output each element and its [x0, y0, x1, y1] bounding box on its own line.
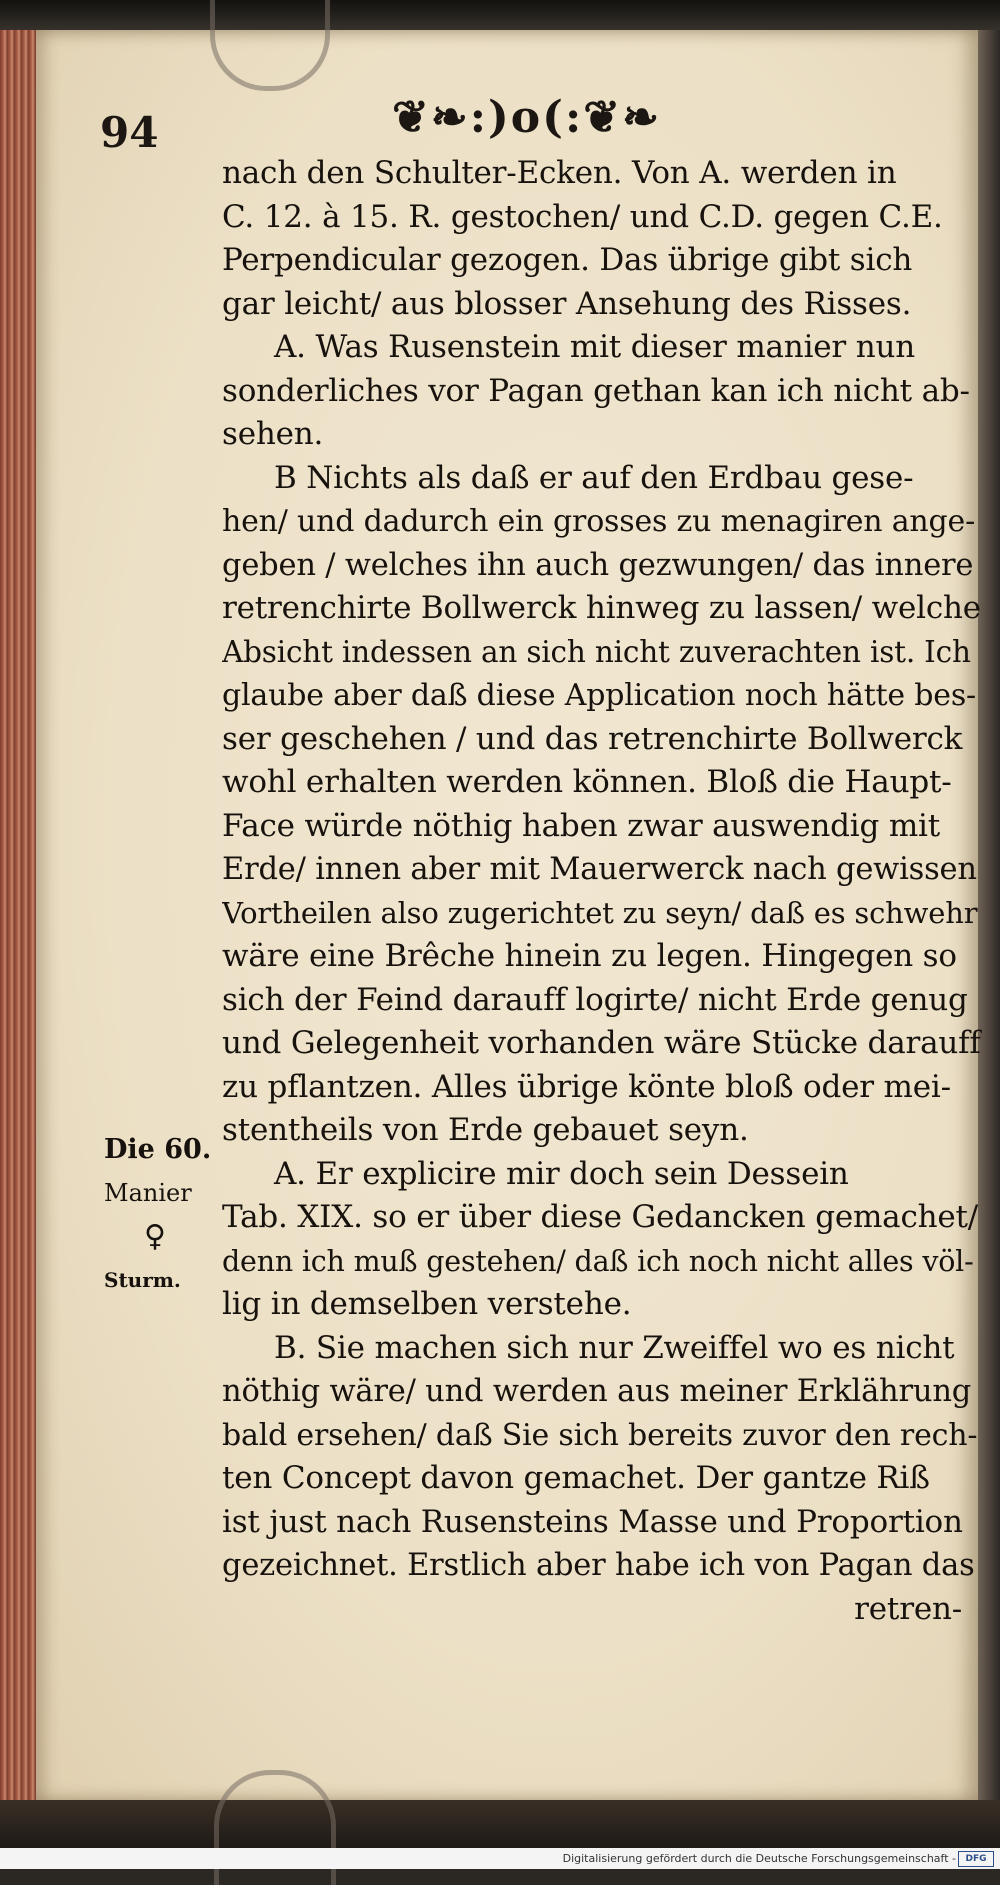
text-line: gezeichnet. Erstlich aber habe ich von Pagan das	[222, 1548, 975, 1583]
text-line: sich der Feind darauff logirte/ nicht Erde genug	[222, 981, 968, 1018]
text-line: nach den Schulter-Ecken. Von A. werden in	[222, 155, 897, 191]
text-line: Vortheilen also zugerichtet zu seyn/ daß es schwehr	[222, 895, 978, 930]
text-line: C. 12. à 15. R. gestochen/ und C.D. gegen C.E.	[222, 198, 943, 235]
margin-note: Die 60.	[104, 1134, 212, 1165]
text-line: A. Was Rusenstein mit dieser manier nun	[274, 329, 916, 365]
text-line: retrenchirte Bollwerck hinweg zu lassen/ welche	[222, 590, 981, 626]
text-line: ser geschehen / und das retrenchirte Bollwerck	[222, 720, 963, 757]
text-line: B. Sie machen sich nur Zweiffel wo es nicht	[274, 1329, 955, 1366]
text-line: ten Concept davon gemachet. Der gantze Riß	[222, 1460, 930, 1496]
margin-note: Manier	[104, 1178, 192, 1207]
text-line: gar leicht/ aus blosser Ansehung des Risses.	[222, 285, 912, 322]
text-line: lig in demselben verstehe.	[222, 1286, 632, 1322]
venus-symbol: ♀	[144, 1219, 166, 1254]
header-ornament: ❦❧:)o(:❦❧	[392, 92, 661, 143]
margin-note: Sturm.	[104, 1267, 181, 1292]
text-line: Erde/ innen aber mit Mauerwerck nach gewissen	[222, 852, 977, 887]
text-line: geben / welches ihn auch gezwungen/ das innere	[222, 547, 974, 583]
text-line: Perpendicular gezogen. Das übrige gibt sich	[222, 242, 913, 278]
text-line: wäre eine Brêche hinein zu legen. Hingegen so	[222, 938, 957, 974]
page-number: 94	[100, 108, 159, 157]
bottom-shadow	[0, 1800, 1000, 1848]
text-line: Tab. XIX. so er über diese Gedancken gemachet/	[222, 1199, 979, 1235]
text-line: zu pflantzen. Alles übrige könte bloß oder mei-	[222, 1068, 951, 1105]
text-line: und Gelegenheit vorhanden wäre Stücke darauff	[222, 1025, 981, 1061]
book-edge-left	[0, 30, 40, 1800]
text-line: glaube aber daß diese Application noch hätte bes-	[222, 678, 976, 713]
text-line: B Nichts als daß er auf den Erdbau gese-	[274, 459, 914, 496]
top-shadow	[0, 0, 1000, 34]
text-line: hen/ und dadurch ein grosses zu menagiren ange-	[222, 504, 976, 539]
catchword: retren-	[854, 1590, 962, 1627]
text-line: Absicht indessen an sich nicht zuverachten ist. Ich	[222, 634, 971, 669]
text-line: Face würde nöthig haben zwar auswendig mit	[222, 807, 940, 844]
margin-notes	[104, 1128, 224, 1302]
text-line: nöthig wäre/ und werden aus meiner Erklährung	[222, 1374, 972, 1409]
text-line: sehen.	[222, 416, 324, 452]
text-line: denn ich muß gestehen/ daß ich noch nicht alles völ-	[222, 1244, 974, 1278]
body-text	[222, 152, 982, 1631]
text-line: wohl erhalten werden können. Bloß die Haupt-	[222, 764, 952, 800]
footer-credit: Digitalisierung gefördert durch die Deutsche Forschungsgemeinschaft -	[562, 1852, 956, 1865]
text-line: bald ersehen/ daß Sie sich bereits zuvor den rech-	[222, 1417, 978, 1453]
text-line: ist just nach Rusensteins Masse und Proportion	[222, 1503, 963, 1540]
text-line: sonderliches vor Pagan gethan kan ich nicht ab-	[222, 372, 970, 409]
text-line: A. Er explicire mir doch sein Dessein	[274, 1155, 849, 1192]
text-line: stentheils von Erde gebauet seyn.	[222, 1112, 749, 1148]
dfg-logo: DFG	[958, 1851, 994, 1867]
digitization-footer	[0, 1848, 1000, 1869]
